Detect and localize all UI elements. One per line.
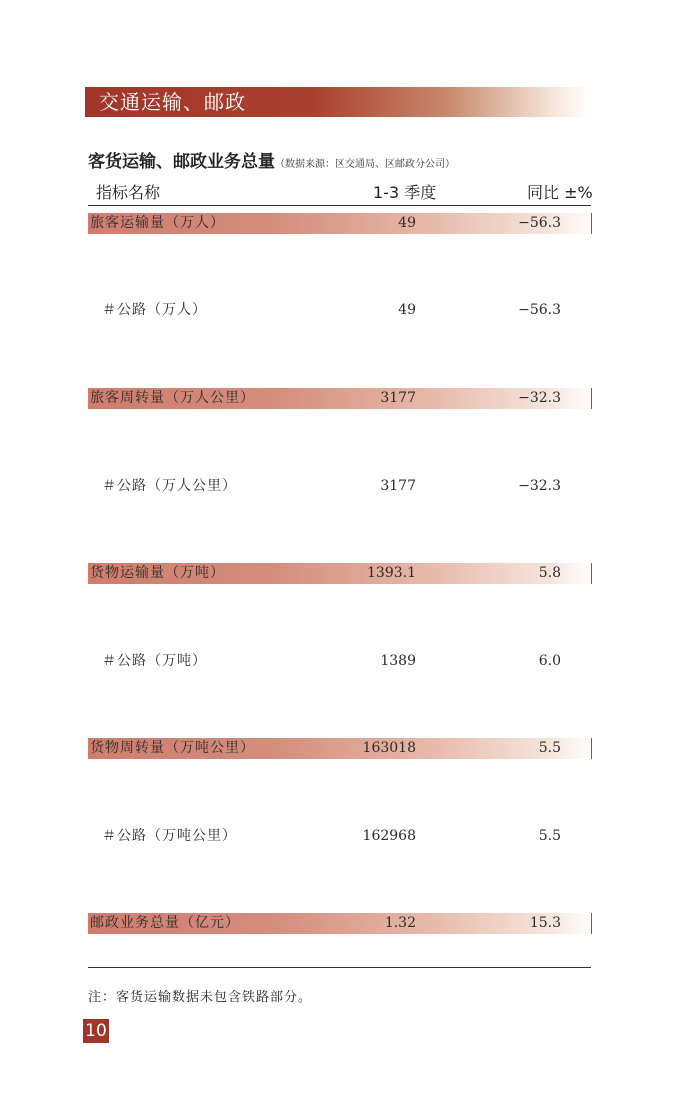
row-value: 1393.1	[367, 565, 416, 581]
row-yoy: 6.0	[538, 653, 561, 669]
column-header-yoy: 同比 ±%	[527, 183, 593, 202]
table-title-text: 客货运输、邮政业务总量	[88, 152, 275, 172]
table-row-passenger-turnover-road	[88, 476, 591, 497]
row-value: 1.32	[384, 915, 416, 931]
row-yoy: 5.5	[538, 740, 561, 756]
section-header	[85, 87, 591, 117]
row-label: 旅客运输量（万人）	[90, 215, 225, 231]
row-yoy: −32.3	[518, 478, 561, 494]
row-label: 旅客周转量（万人公里）	[90, 390, 255, 406]
row-value: 162968	[362, 828, 416, 844]
row-yoy: −32.3	[518, 390, 561, 406]
row-value: 3177	[380, 478, 416, 494]
table-row-freight-volume-road	[88, 651, 591, 672]
row-label: 货物周转量（万吨公里）	[90, 740, 255, 756]
table-row-postal-business	[88, 913, 592, 934]
row-yoy: 5.5	[538, 828, 561, 844]
row-value: 3177	[380, 390, 416, 406]
row-yoy: −56.3	[518, 302, 561, 318]
footnote: 注：客货运输数据未包含铁路部分。	[88, 990, 313, 1005]
data-source: （数据来源：区交通局、区邮政分公司）	[275, 159, 455, 170]
row-label: 邮政业务总量（亿元）	[90, 915, 240, 931]
row-label: ＃公路（万人）	[102, 302, 207, 318]
row-label: ＃公路（万吨）	[102, 653, 207, 669]
row-label: 货物运输量（万吨）	[90, 565, 225, 581]
table-row-freight-volume	[88, 563, 592, 584]
page-number: 10	[83, 1019, 109, 1043]
table-row-passenger-volume	[88, 213, 592, 234]
column-header-name: 指标名称	[96, 183, 161, 202]
row-yoy: 15.3	[529, 915, 561, 931]
row-label: ＃公路（万人公里）	[102, 478, 237, 494]
row-value: 49	[398, 302, 416, 318]
section-title: 交通运输、邮政	[99, 90, 246, 114]
table-bottom-divider	[88, 967, 591, 968]
row-value: 163018	[362, 740, 416, 756]
table-row-passenger-volume-road	[88, 300, 591, 321]
row-value: 49	[398, 215, 416, 231]
table-row-freight-turnover-road	[88, 826, 591, 847]
table-row-freight-turnover	[88, 738, 592, 759]
table-title	[88, 147, 455, 172]
column-header-period: 1-3 季度	[373, 183, 437, 202]
table-row-passenger-turnover	[88, 388, 592, 409]
row-label: ＃公路（万吨公里）	[102, 828, 237, 844]
header-divider	[88, 205, 591, 206]
row-yoy: −56.3	[518, 215, 561, 231]
row-yoy: 5.8	[538, 565, 561, 581]
row-value: 1389	[380, 653, 416, 669]
